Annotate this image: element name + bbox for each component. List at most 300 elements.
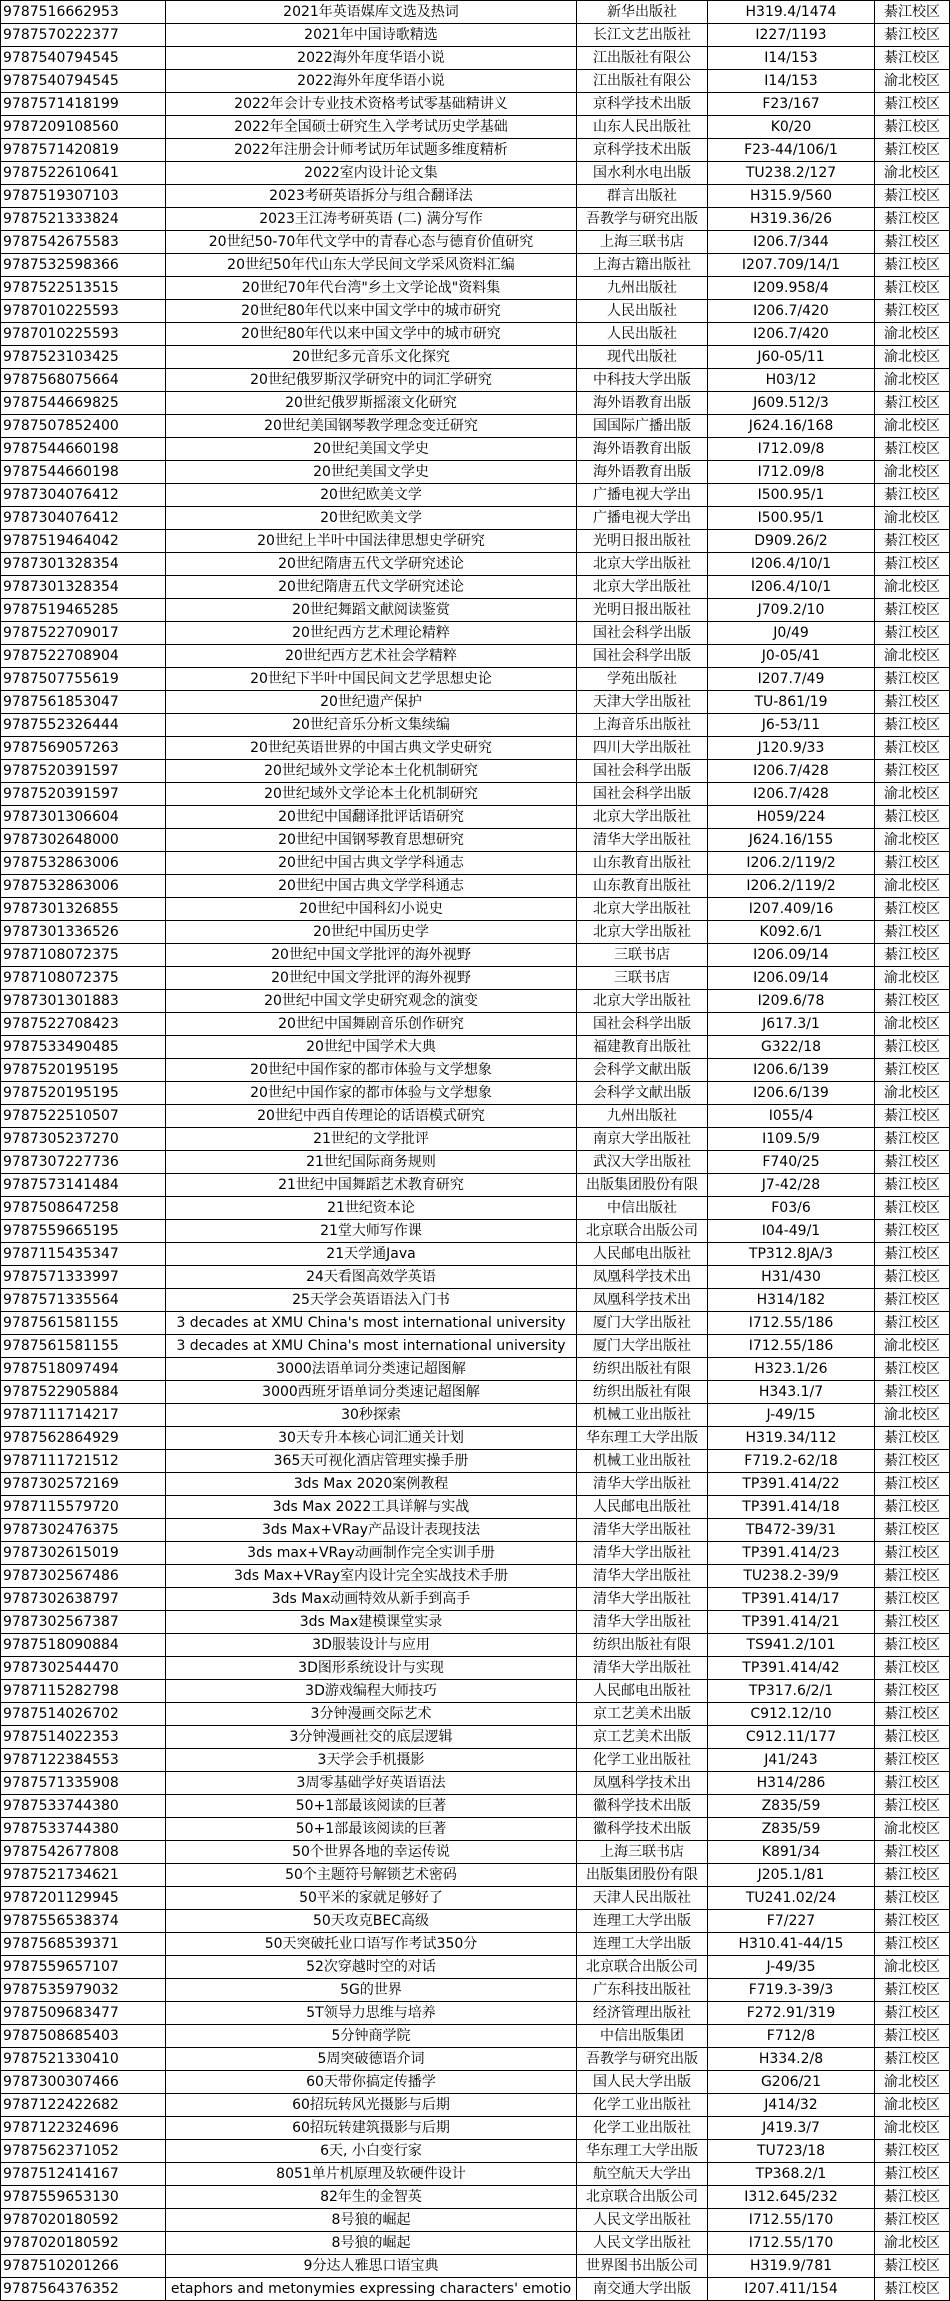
call-number-cell: G322/18 bbox=[708, 1036, 875, 1059]
call-number-cell: I712.55/186 bbox=[708, 1335, 875, 1358]
call-number-cell: TP312.8JA/3 bbox=[708, 1243, 875, 1266]
publisher-cell: 国国际广播出版 bbox=[577, 415, 708, 438]
table-row bbox=[1, 1772, 950, 1795]
table-row bbox=[1, 1105, 950, 1128]
call-number-cell: F23/167 bbox=[708, 93, 875, 116]
publisher-cell: 凤凰科学技术出 bbox=[577, 1266, 708, 1289]
isbn-cell: 9787561581155 bbox=[1, 1312, 166, 1335]
campus-cell: 綦江校区 bbox=[875, 1312, 950, 1335]
publisher-cell: 会科学文献出版 bbox=[577, 1059, 708, 1082]
table-row bbox=[1, 2255, 950, 2278]
call-number-cell: H343.1/7 bbox=[708, 1381, 875, 1404]
title-cell: 5G的世界 bbox=[166, 1979, 577, 2002]
isbn-cell: 9787301328354 bbox=[1, 576, 166, 599]
title-cell: 3 decades at XMU China's most international university bbox=[166, 1312, 577, 1335]
title-cell: 6天, 小白变行家 bbox=[166, 2140, 577, 2163]
table-row bbox=[1, 875, 950, 898]
isbn-cell: 9787108072375 bbox=[1, 967, 166, 990]
table-row bbox=[1, 1611, 950, 1634]
publisher-cell: 北京大学出版社 bbox=[577, 553, 708, 576]
table-row bbox=[1, 645, 950, 668]
call-number-cell: I206.7/420 bbox=[708, 323, 875, 346]
table-row bbox=[1, 1059, 950, 1082]
title-cell: 2022年全国硕士研究生入学考试历史学基础 bbox=[166, 116, 577, 139]
campus-cell: 綦江校区 bbox=[875, 1933, 950, 1956]
table-row bbox=[1, 553, 950, 576]
call-number-cell: J617.3/1 bbox=[708, 1013, 875, 1036]
isbn-cell: 9787520195195 bbox=[1, 1082, 166, 1105]
title-cell: 20世纪中国钢琴教育思想研究 bbox=[166, 829, 577, 852]
publisher-cell: 中科技大学出版 bbox=[577, 369, 708, 392]
table-row bbox=[1, 1496, 950, 1519]
call-number-cell: H323.1/26 bbox=[708, 1358, 875, 1381]
call-number-cell: H319.34/112 bbox=[708, 1427, 875, 1450]
publisher-cell: 机械工业出版社 bbox=[577, 1450, 708, 1473]
call-number-cell: G206/21 bbox=[708, 2071, 875, 2094]
campus-cell: 渝北校区 bbox=[875, 829, 950, 852]
campus-cell: 綦江校区 bbox=[875, 1680, 950, 1703]
publisher-cell: 天津人民出版社 bbox=[577, 1887, 708, 1910]
call-number-cell: I055/4 bbox=[708, 1105, 875, 1128]
table-row bbox=[1, 2025, 950, 2048]
campus-cell: 綦江校区 bbox=[875, 1105, 950, 1128]
isbn-cell: 9787544660198 bbox=[1, 461, 166, 484]
call-number-cell: J6-53/11 bbox=[708, 714, 875, 737]
call-number-cell: F272.91/319 bbox=[708, 2002, 875, 2025]
isbn-cell: 9787302476375 bbox=[1, 1519, 166, 1542]
publisher-cell: 北京大学出版社 bbox=[577, 990, 708, 1013]
isbn-cell: 9787302638797 bbox=[1, 1588, 166, 1611]
campus-cell: 渝北校区 bbox=[875, 1404, 950, 1427]
publisher-cell: 山东人民出版社 bbox=[577, 116, 708, 139]
isbn-cell: 9787302567387 bbox=[1, 1611, 166, 1634]
title-cell: 2021年英语媒库文选及热词 bbox=[166, 1, 577, 24]
title-cell: 21世纪的文学批评 bbox=[166, 1128, 577, 1151]
isbn-cell: 9787571335908 bbox=[1, 1772, 166, 1795]
publisher-cell: 学苑出版社 bbox=[577, 668, 708, 691]
publisher-cell: 吾教学与研究出版 bbox=[577, 208, 708, 231]
title-cell: 8号狼的崛起 bbox=[166, 2232, 577, 2255]
campus-cell: 綦江校区 bbox=[875, 852, 950, 875]
isbn-cell: 9787522709017 bbox=[1, 622, 166, 645]
call-number-cell: I209.6/78 bbox=[708, 990, 875, 1013]
campus-cell: 綦江校区 bbox=[875, 1036, 950, 1059]
isbn-cell: 9787514026702 bbox=[1, 1703, 166, 1726]
publisher-cell: 凤凰科学技术出 bbox=[577, 1289, 708, 1312]
isbn-cell: 9787542675583 bbox=[1, 231, 166, 254]
call-number-cell: I207.409/16 bbox=[708, 898, 875, 921]
isbn-cell: 9787544660198 bbox=[1, 438, 166, 461]
publisher-cell: 人民出版社 bbox=[577, 300, 708, 323]
table-row bbox=[1, 1726, 950, 1749]
campus-cell: 渝北校区 bbox=[875, 70, 950, 93]
campus-cell: 綦江校区 bbox=[875, 599, 950, 622]
title-cell: 2022室内设计论文集 bbox=[166, 162, 577, 185]
title-cell: 20世纪域外文学论本土化机制研究 bbox=[166, 760, 577, 783]
call-number-cell: TP317.6/2/1 bbox=[708, 1680, 875, 1703]
title-cell: 20世纪舞蹈文献阅读鉴赏 bbox=[166, 599, 577, 622]
isbn-cell: 9787518090884 bbox=[1, 1634, 166, 1657]
publisher-cell: 国社会科学出版 bbox=[577, 645, 708, 668]
title-cell: 3000法语单词分类速记超图解 bbox=[166, 1358, 577, 1381]
title-cell: 20世纪中国作家的都市体验与文学想象 bbox=[166, 1082, 577, 1105]
isbn-cell: 9787508647258 bbox=[1, 1197, 166, 1220]
publisher-cell: 京科学技术出版 bbox=[577, 93, 708, 116]
call-number-cell: I14/153 bbox=[708, 70, 875, 93]
call-number-cell: K0/20 bbox=[708, 116, 875, 139]
isbn-cell: 9787300307466 bbox=[1, 2071, 166, 2094]
campus-cell: 綦江校区 bbox=[875, 24, 950, 47]
publisher-cell: 人民邮电出版社 bbox=[577, 1680, 708, 1703]
isbn-cell: 9787559653130 bbox=[1, 2186, 166, 2209]
publisher-cell: 清华大学出版社 bbox=[577, 1588, 708, 1611]
isbn-cell: 9787122324696 bbox=[1, 2117, 166, 2140]
table-row bbox=[1, 1220, 950, 1243]
publisher-cell: 国人民大学出版 bbox=[577, 2071, 708, 2094]
call-number-cell: J120.9/33 bbox=[708, 737, 875, 760]
isbn-cell: 9787522905884 bbox=[1, 1381, 166, 1404]
table-row bbox=[1, 1542, 950, 1565]
isbn-cell: 9787518097494 bbox=[1, 1358, 166, 1381]
table-row bbox=[1, 392, 950, 415]
campus-cell: 渝北校区 bbox=[875, 1082, 950, 1105]
call-number-cell: I712.55/170 bbox=[708, 2232, 875, 2255]
isbn-cell: 9787514022353 bbox=[1, 1726, 166, 1749]
publisher-cell: 连理工大学出版 bbox=[577, 1933, 708, 1956]
campus-cell: 綦江校区 bbox=[875, 1864, 950, 1887]
title-cell: 3周零基础学好英语语法 bbox=[166, 1772, 577, 1795]
call-number-cell: I109.5/9 bbox=[708, 1128, 875, 1151]
publisher-cell: 机械工业出版社 bbox=[577, 1404, 708, 1427]
table-row bbox=[1, 737, 950, 760]
campus-cell: 渝北校区 bbox=[875, 507, 950, 530]
call-number-cell: TP391.414/23 bbox=[708, 1542, 875, 1565]
title-cell: 3ds Max动画特效从新手到高手 bbox=[166, 1588, 577, 1611]
call-number-cell: J205.1/81 bbox=[708, 1864, 875, 1887]
table-row bbox=[1, 714, 950, 737]
title-cell: 50个主题符号解锁艺术密码 bbox=[166, 1864, 577, 1887]
publisher-cell: 华东理工大学出版 bbox=[577, 1427, 708, 1450]
title-cell: 20世纪上半叶中国法律思想史学研究 bbox=[166, 530, 577, 553]
campus-cell: 綦江校区 bbox=[875, 185, 950, 208]
table-row bbox=[1, 1312, 950, 1335]
call-number-cell: I712.55/170 bbox=[708, 2209, 875, 2232]
isbn-cell: 9787522510507 bbox=[1, 1105, 166, 1128]
campus-cell: 綦江校区 bbox=[875, 1427, 950, 1450]
title-cell: 20世纪中国历史学 bbox=[166, 921, 577, 944]
table-row bbox=[1, 1818, 950, 1841]
call-number-cell: D909.26/2 bbox=[708, 530, 875, 553]
campus-cell: 綦江校区 bbox=[875, 1496, 950, 1519]
title-cell: 3ds Max+VRay室内设计完全实战技术手册 bbox=[166, 1565, 577, 1588]
isbn-cell: 9787522708423 bbox=[1, 1013, 166, 1036]
publisher-cell: 上海古籍出版社 bbox=[577, 254, 708, 277]
table-row bbox=[1, 2186, 950, 2209]
call-number-cell: TB472-39/31 bbox=[708, 1519, 875, 1542]
table-row bbox=[1, 93, 950, 116]
table-row bbox=[1, 783, 950, 806]
isbn-cell: 9787562864929 bbox=[1, 1427, 166, 1450]
publisher-cell: 上海音乐出版社 bbox=[577, 714, 708, 737]
title-cell: 3ds Max 2022工具详解与实战 bbox=[166, 1496, 577, 1519]
campus-cell: 渝北校区 bbox=[875, 967, 950, 990]
title-cell: 20世纪中国文学史研究观念的演变 bbox=[166, 990, 577, 1013]
isbn-cell: 9787542677808 bbox=[1, 1841, 166, 1864]
campus-cell: 綦江校区 bbox=[875, 898, 950, 921]
call-number-cell: H334.2/8 bbox=[708, 2048, 875, 2071]
campus-cell: 綦江校区 bbox=[875, 714, 950, 737]
table-row bbox=[1, 415, 950, 438]
title-cell: 50+1部最该阅读的巨著 bbox=[166, 1818, 577, 1841]
title-cell: 3D图形系统设计与实现 bbox=[166, 1657, 577, 1680]
publisher-cell: 人民邮电出版社 bbox=[577, 1496, 708, 1519]
call-number-cell: J624.16/155 bbox=[708, 829, 875, 852]
publisher-cell: 清华大学出版社 bbox=[577, 1519, 708, 1542]
publisher-cell: 人民文学出版社 bbox=[577, 2209, 708, 2232]
title-cell: 20世纪中国古典文学学科通志 bbox=[166, 875, 577, 898]
table-row bbox=[1, 2140, 950, 2163]
table-row bbox=[1, 162, 950, 185]
publisher-cell: 华东理工大学出版 bbox=[577, 2140, 708, 2163]
table-row bbox=[1, 1887, 950, 1910]
isbn-cell: 9787301301883 bbox=[1, 990, 166, 1013]
table-row bbox=[1, 24, 950, 47]
call-number-cell: F712/8 bbox=[708, 2025, 875, 2048]
isbn-cell: 9787522610641 bbox=[1, 162, 166, 185]
isbn-cell: 9787508685403 bbox=[1, 2025, 166, 2048]
table-row bbox=[1, 1565, 950, 1588]
isbn-cell: 9787564376352 bbox=[1, 2278, 166, 2301]
table-row bbox=[1, 1979, 950, 2002]
campus-cell: 綦江校区 bbox=[875, 1358, 950, 1381]
title-cell: 20世纪西方艺术理论精粹 bbox=[166, 622, 577, 645]
title-cell: 21世纪国际商务规则 bbox=[166, 1151, 577, 1174]
campus-cell: 綦江校区 bbox=[875, 1450, 950, 1473]
call-number-cell: I207.411/154 bbox=[708, 2278, 875, 2301]
publisher-cell: 清华大学出版社 bbox=[577, 1657, 708, 1680]
title-cell: 20世纪80年代以来中国文学中的城市研究 bbox=[166, 300, 577, 323]
call-number-cell: I206.2/119/2 bbox=[708, 852, 875, 875]
campus-cell: 綦江校区 bbox=[875, 2255, 950, 2278]
call-number-cell: Z835/59 bbox=[708, 1818, 875, 1841]
table-row bbox=[1, 1703, 950, 1726]
publisher-cell: 中信出版社 bbox=[577, 1197, 708, 1220]
isbn-cell: 9787568075664 bbox=[1, 369, 166, 392]
campus-cell: 綦江校区 bbox=[875, 484, 950, 507]
isbn-cell: 9787122384553 bbox=[1, 1749, 166, 1772]
campus-cell: 綦江校区 bbox=[875, 921, 950, 944]
table-row bbox=[1, 1128, 950, 1151]
publisher-cell: 北京大学出版社 bbox=[577, 898, 708, 921]
call-number-cell: I206.4/10/1 bbox=[708, 553, 875, 576]
campus-cell: 綦江校区 bbox=[875, 1611, 950, 1634]
table-row bbox=[1, 691, 950, 714]
publisher-cell: 海外语教育出版 bbox=[577, 438, 708, 461]
campus-cell: 綦江校区 bbox=[875, 1266, 950, 1289]
publisher-cell: 清华大学出版社 bbox=[577, 1542, 708, 1565]
isbn-cell: 9787305237270 bbox=[1, 1128, 166, 1151]
call-number-cell: J419.3/7 bbox=[708, 2117, 875, 2140]
publisher-cell: 中信出版集团 bbox=[577, 2025, 708, 2048]
call-number-cell: I712.09/8 bbox=[708, 461, 875, 484]
title-cell: 50+1部最该阅读的巨著 bbox=[166, 1795, 577, 1818]
isbn-cell: 9787571418199 bbox=[1, 93, 166, 116]
publisher-cell: 清华大学出版社 bbox=[577, 1565, 708, 1588]
call-number-cell: I206.09/14 bbox=[708, 967, 875, 990]
table-row bbox=[1, 254, 950, 277]
campus-cell: 綦江校区 bbox=[875, 139, 950, 162]
title-cell: 20世纪50年代山东大学民间文学采风资料汇编 bbox=[166, 254, 577, 277]
isbn-cell: 9787522513515 bbox=[1, 277, 166, 300]
call-number-cell: K092.6/1 bbox=[708, 921, 875, 944]
publisher-cell: 天津大学出版社 bbox=[577, 691, 708, 714]
isbn-cell: 9787516662953 bbox=[1, 1, 166, 24]
campus-cell: 綦江校区 bbox=[875, 1726, 950, 1749]
publisher-cell: 群言出版社 bbox=[577, 185, 708, 208]
campus-cell: 渝北校区 bbox=[875, 2071, 950, 2094]
publisher-cell: 吾教学与研究出版 bbox=[577, 2048, 708, 2071]
table-row bbox=[1, 231, 950, 254]
call-number-cell: H315.9/560 bbox=[708, 185, 875, 208]
isbn-cell: 9787571420819 bbox=[1, 139, 166, 162]
table-row bbox=[1, 139, 950, 162]
table-row bbox=[1, 1381, 950, 1404]
isbn-cell: 9787520391597 bbox=[1, 783, 166, 806]
campus-cell: 綦江校区 bbox=[875, 254, 950, 277]
call-number-cell: I206.7/420 bbox=[708, 300, 875, 323]
title-cell: 60招玩转风光摄影与后期 bbox=[166, 2094, 577, 2117]
publisher-cell: 长江文艺出版社 bbox=[577, 24, 708, 47]
table-row bbox=[1, 829, 950, 852]
call-number-cell: J609.512/3 bbox=[708, 392, 875, 415]
campus-cell: 綦江校区 bbox=[875, 1565, 950, 1588]
table-row bbox=[1, 921, 950, 944]
campus-cell: 綦江校区 bbox=[875, 1059, 950, 1082]
table-row bbox=[1, 668, 950, 691]
title-cell: 20世纪中国学术大典 bbox=[166, 1036, 577, 1059]
title-cell: 2022海外年度华语小说 bbox=[166, 70, 577, 93]
isbn-cell: 9787010225593 bbox=[1, 323, 166, 346]
table-row bbox=[1, 438, 950, 461]
table-row bbox=[1, 1151, 950, 1174]
isbn-cell: 9787302567486 bbox=[1, 1565, 166, 1588]
title-cell: 20世纪中国舞剧音乐创作研究 bbox=[166, 1013, 577, 1036]
publisher-cell: 广播电视大学出 bbox=[577, 484, 708, 507]
campus-cell: 綦江校区 bbox=[875, 668, 950, 691]
isbn-cell: 9787304076412 bbox=[1, 484, 166, 507]
campus-cell: 綦江校区 bbox=[875, 1542, 950, 1565]
table-row bbox=[1, 116, 950, 139]
campus-cell: 綦江校区 bbox=[875, 1128, 950, 1151]
publisher-cell: 国社会科学出版 bbox=[577, 622, 708, 645]
title-cell: 20世纪中国科幻小说史 bbox=[166, 898, 577, 921]
isbn-cell: 9787519465285 bbox=[1, 599, 166, 622]
campus-cell: 綦江校区 bbox=[875, 2186, 950, 2209]
title-cell: 20世纪50-70年代文学中的青春心态与德育价值研究 bbox=[166, 231, 577, 254]
publisher-cell: 江出版社有限公 bbox=[577, 70, 708, 93]
isbn-cell: 9787533490485 bbox=[1, 1036, 166, 1059]
isbn-cell: 9787519307103 bbox=[1, 185, 166, 208]
table-row bbox=[1, 1841, 950, 1864]
title-cell: 3分钟漫画社交的底层逻辑 bbox=[166, 1726, 577, 1749]
publisher-cell: 北京联合出版公司 bbox=[577, 2186, 708, 2209]
publisher-cell: 清华大学出版社 bbox=[577, 829, 708, 852]
table-row bbox=[1, 1404, 950, 1427]
title-cell: 5T领导力思维与培养 bbox=[166, 2002, 577, 2025]
call-number-cell: I207.7/49 bbox=[708, 668, 875, 691]
title-cell: 21天学通Java bbox=[166, 1243, 577, 1266]
campus-cell: 渝北校区 bbox=[875, 369, 950, 392]
title-cell: 50天突破托业口语写作考试350分 bbox=[166, 1933, 577, 1956]
title-cell: 8051单片机原理及软硬件设计 bbox=[166, 2163, 577, 2186]
campus-cell: 綦江校区 bbox=[875, 438, 950, 461]
campus-cell: 綦江校区 bbox=[875, 1151, 950, 1174]
campus-cell: 渝北校区 bbox=[875, 415, 950, 438]
campus-cell: 渝北校区 bbox=[875, 875, 950, 898]
title-cell: 20世纪欧美文学 bbox=[166, 507, 577, 530]
publisher-cell: 厦门大学出版社 bbox=[577, 1312, 708, 1335]
call-number-cell: F23-44/106/1 bbox=[708, 139, 875, 162]
call-number-cell: H319.36/26 bbox=[708, 208, 875, 231]
campus-cell: 綦江校区 bbox=[875, 1, 950, 24]
campus-cell: 綦江校区 bbox=[875, 1634, 950, 1657]
publisher-cell: 江出版社有限公 bbox=[577, 47, 708, 70]
campus-cell: 綦江校区 bbox=[875, 1588, 950, 1611]
isbn-cell: 9787533744380 bbox=[1, 1818, 166, 1841]
call-number-cell: I227/1193 bbox=[708, 24, 875, 47]
isbn-cell: 9787556538374 bbox=[1, 1910, 166, 1933]
call-number-cell: I206.2/119/2 bbox=[708, 875, 875, 898]
campus-cell: 綦江校区 bbox=[875, 1979, 950, 2002]
title-cell: 60招玩转建筑摄影与后期 bbox=[166, 2117, 577, 2140]
isbn-cell: 9787512414167 bbox=[1, 2163, 166, 2186]
title-cell: 20世纪美国文学史 bbox=[166, 461, 577, 484]
call-number-cell: I206.6/139 bbox=[708, 1082, 875, 1105]
title-cell: 20世纪俄罗斯摇滚文化研究 bbox=[166, 392, 577, 415]
publisher-cell: 福建教育出版社 bbox=[577, 1036, 708, 1059]
title-cell: 50个世界各地的幸运传说 bbox=[166, 1841, 577, 1864]
title-cell: 20世纪隋唐五代文学研究述论 bbox=[166, 576, 577, 599]
table-row bbox=[1, 990, 950, 1013]
title-cell: 20世纪中国翻译批评话语研究 bbox=[166, 806, 577, 829]
call-number-cell: H319.9/781 bbox=[708, 2255, 875, 2278]
isbn-cell: 9787520195195 bbox=[1, 1059, 166, 1082]
publisher-cell: 化学工业出版社 bbox=[577, 2117, 708, 2140]
title-cell: 3000西班牙语单词分类速记超图解 bbox=[166, 1381, 577, 1404]
table-row bbox=[1, 47, 950, 70]
publisher-cell: 会科学文献出版 bbox=[577, 1082, 708, 1105]
title-cell: 5分钟商学院 bbox=[166, 2025, 577, 2048]
table-row bbox=[1, 1197, 950, 1220]
isbn-cell: 9787111721512 bbox=[1, 1450, 166, 1473]
call-number-cell: I712.09/8 bbox=[708, 438, 875, 461]
publisher-cell: 北京大学出版社 bbox=[577, 576, 708, 599]
publisher-cell: 北京联合出版公司 bbox=[577, 1956, 708, 1979]
publisher-cell: 九州出版社 bbox=[577, 277, 708, 300]
isbn-cell: 9787510201266 bbox=[1, 2255, 166, 2278]
publisher-cell: 清华大学出版社 bbox=[577, 1473, 708, 1496]
isbn-cell: 9787302544470 bbox=[1, 1657, 166, 1680]
campus-cell: 綦江校区 bbox=[875, 1795, 950, 1818]
call-number-cell: I206.6/139 bbox=[708, 1059, 875, 1082]
isbn-cell: 9787209108560 bbox=[1, 116, 166, 139]
campus-cell: 綦江校区 bbox=[875, 1381, 950, 1404]
publisher-cell: 徽科学技术出版 bbox=[577, 1795, 708, 1818]
title-cell: 2022年注册会计师考试历年试题多维度精析 bbox=[166, 139, 577, 162]
table-row bbox=[1, 1910, 950, 1933]
isbn-cell: 9787307227736 bbox=[1, 1151, 166, 1174]
table-row bbox=[1, 323, 950, 346]
